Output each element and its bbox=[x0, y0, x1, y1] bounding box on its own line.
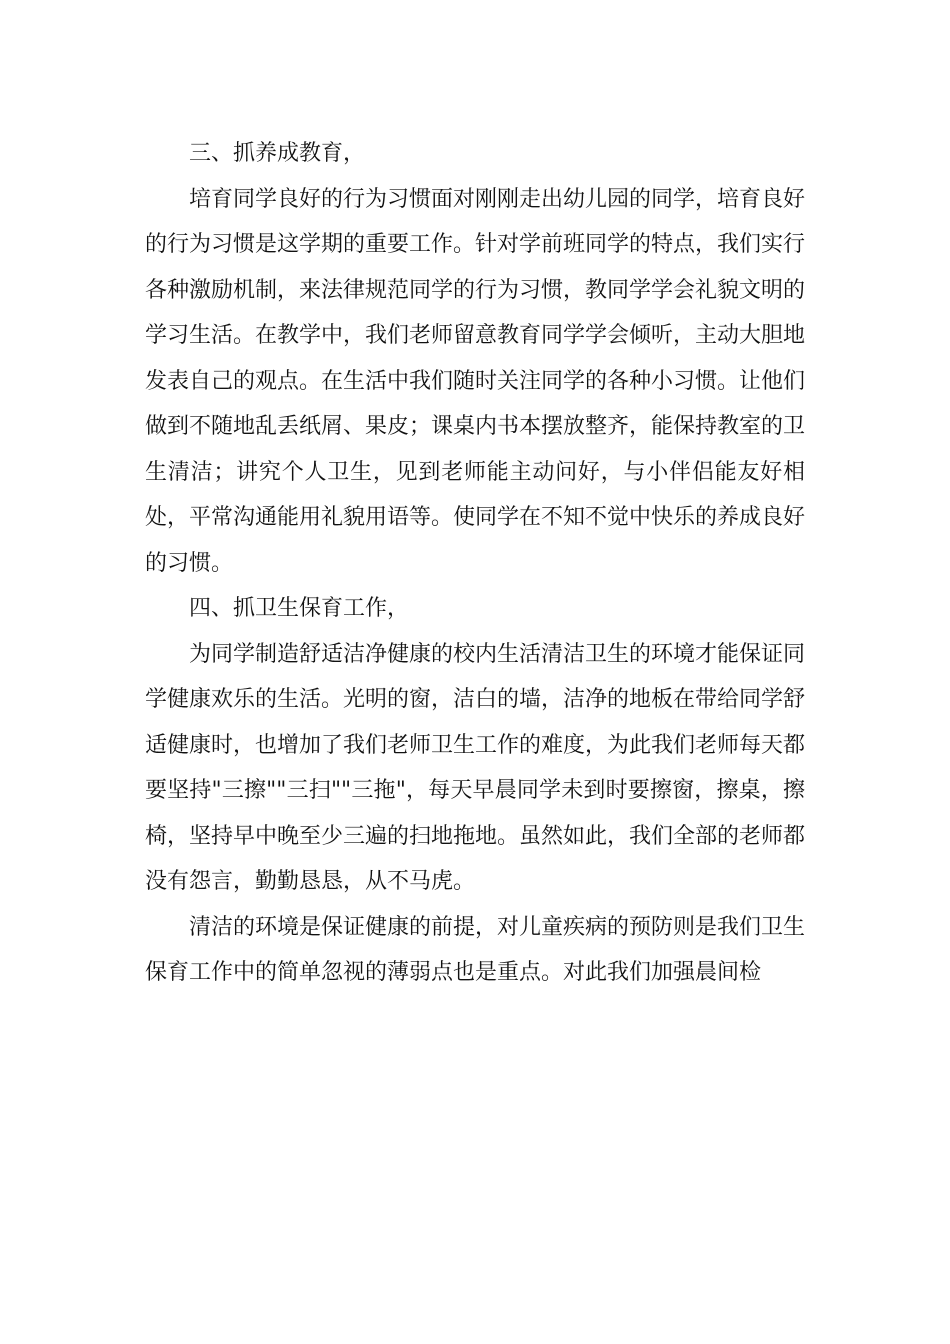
paragraph-hygiene-environment: 为同学制造舒适洁净健康的校内生活清洁卫生的环境才能保证同学健康欢乐的生活。光明的窗，洁白的墙，洁净的地板在带给同学舒适健康时，也增加了我们老师卫生工作的难度，为此我们老师每天都要坚持"三擦""三扫""三拖"，每天早晨同学未到时要擦窗，擦桌，擦椅，坚持早中晚至少三遍的扫地拖地。虽然如此，我们全部的老师都没有怨言，勤勤恳恳，从不马虎。 bbox=[145, 641, 806, 894]
document-body bbox=[145, 131, 805, 996]
section-heading-4: 四、抓卫生保育工作， bbox=[189, 596, 410, 621]
paragraph-habit-education: 培育同学良好的行为习惯面对刚刚走出幼儿园的同学，培育良好的行为习惯是这学期的重要工作。针对学前班同学的特点，我们实行各种激励机制，来法律规范同学的行为习惯，教同学学会礼貌文明的学习生活。在教学中，我们老师留意教育同学学会倾听，主动大胆地发表自己的观点。在生活中我们随时关注同学的各种小习惯。让他们做到不随地乱丢纸屑、果皮；课桌内书本摆放整齐，能保持教室的卫生清洁；讲究个人卫生，见到老师能主动问好，与小伴侣能友好相处，平常沟通能用礼貌用语等。使同学在不知不觉中快乐的养成良好的习惯。 bbox=[145, 186, 806, 576]
section-heading-3: 三、抓养成教育， bbox=[189, 141, 366, 166]
paragraph-disease-prevention: 清洁的环境是保证健康的前提，对儿童疾病的预防则是我们卫生保育工作中的简单忽视的薄弱点也是重点。对此我们加强晨间检 bbox=[145, 914, 806, 985]
